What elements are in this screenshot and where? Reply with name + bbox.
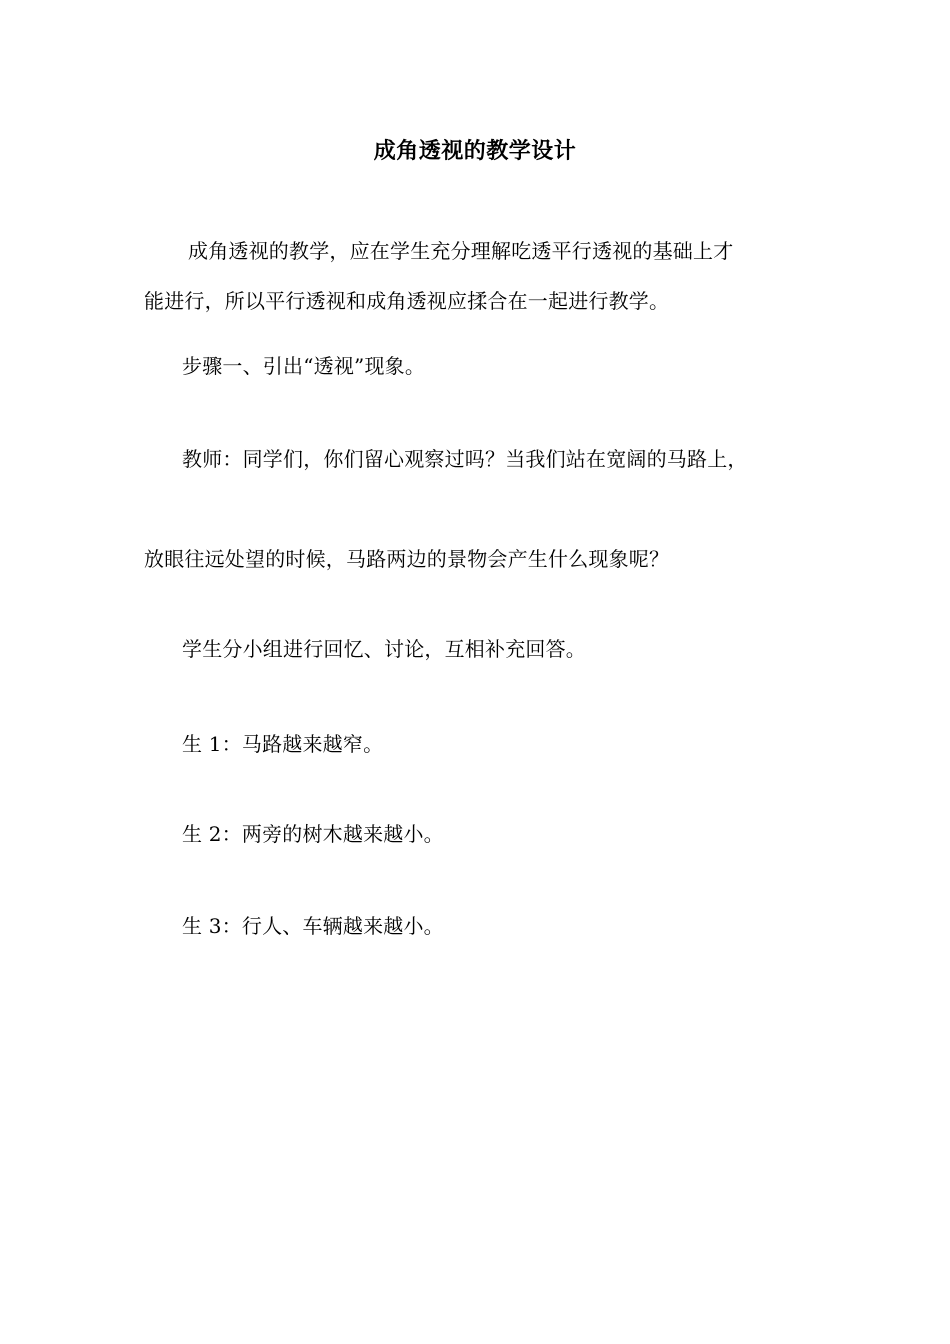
document-title: 成角透视的教学设计 [373, 139, 577, 164]
students-discussion-paragraph: 学生分小组进行回忆、讨论，互相补充回答。 [182, 637, 586, 661]
student-2-answer: 生 2：两旁的树木越来越小。 [182, 822, 444, 846]
intro-paragraph-line-1: 成角透视的教学，应在学生充分理解吃透平行透视的基础上才 [188, 239, 734, 263]
student-3-answer: 生 3：行人、车辆越来越小。 [182, 914, 444, 938]
teacher-dialogue-line-1: 教师：同学们，你们留心观察过吗？当我们站在宽阔的马路上， [182, 447, 748, 471]
step-one-heading: 步骤一、引出“透视”现象。 [182, 354, 426, 378]
intro-paragraph-line-2: 能进行，所以平行透视和成角透视应揉合在一起进行教学。 [144, 289, 670, 313]
student-1-answer: 生 1：马路越来越窄。 [182, 732, 384, 756]
teacher-dialogue-line-2: 放眼往远处望的时候，马路两边的景物会产生什么现象呢？ [144, 547, 670, 571]
